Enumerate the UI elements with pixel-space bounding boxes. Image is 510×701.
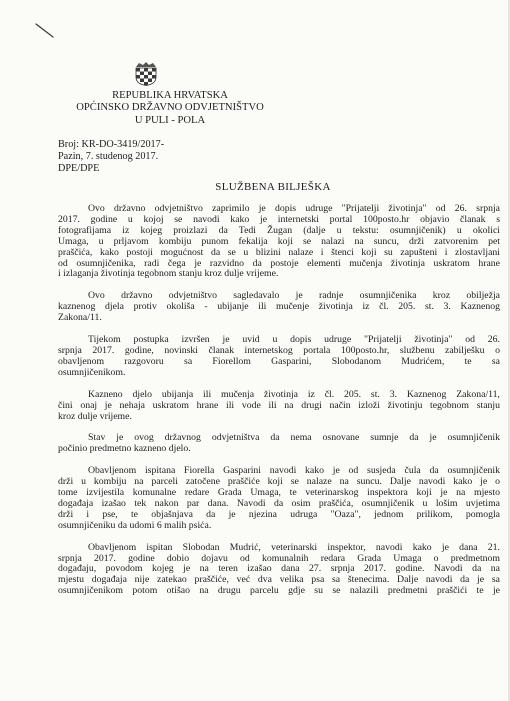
paragraph-line: Obavljenom ispitana Fiorella Gasparini navodi kako je od susjeda čula da osumnjičenik bbox=[88, 465, 500, 477]
header-institution: OPĆINSKO DRŽAVNO ODVJETNIŠTVO bbox=[76, 102, 264, 114]
paragraph-line: Tijekom postupka izvršen je uvid u dopis udruge "Prijatelji životinja" od 26. bbox=[88, 334, 500, 346]
paragraph-line: Umaga, u prljavom kombiju punom fekalija koji se nalazi na suncu, drži zatvorenim pet bbox=[58, 235, 500, 247]
document-title: SLUŽBENA BILJEŠKA bbox=[215, 181, 331, 193]
body-paragraph bbox=[58, 390, 500, 423]
paragraph-line: osumnjičenikom. bbox=[58, 366, 126, 378]
paragraph-line: drži u kombiju na parceli zatočene praščiće koji se nalaze na suncu. Dalje navodi kako je o bbox=[58, 476, 500, 488]
paragraph-line: od osumnjičenika, radi čega je razvidno da postoje elementi mučenja životinja uskratom hrane bbox=[58, 257, 500, 269]
body-paragraph bbox=[58, 433, 500, 455]
paragraph-line: događaju, povodom kojeg je na teren izašao dana 27. srpnja 2017. godine. Navodi da na bbox=[58, 563, 500, 575]
paragraph-line: tome izvijestila komunalne redare Grada Umaga, te veterinarskog inspektora koji je na mjesto bbox=[58, 487, 500, 499]
paragraph-line: događaja izašao tek nakon par dana. Navodi da osim praščića, osumnjičenik u lošim uvjetima bbox=[58, 497, 500, 509]
pen-stroke-mark bbox=[34, 22, 56, 40]
header-city: U PULI - POLA bbox=[134, 114, 206, 126]
body-paragraph bbox=[58, 466, 500, 531]
paragraph-line: Stav je ovog državnog odvjetništva da nema osnovane sumnje da je osumnjičenik bbox=[88, 432, 500, 444]
paragraph-line: srpnja 2017. godine, novinski članak internetskog portala 100posto.hr, službenu zabilješku o bbox=[58, 344, 500, 356]
paragraph-line: srpnja 2017. godine dobio dojavu od komunalnih redara Grada Umaga o predmetnom bbox=[58, 552, 500, 564]
paragraph-line: Obavljenom ispitan Slobodan Mudrić, veterinarski inspektor, navodi kako je dana 21. bbox=[88, 541, 500, 553]
paragraph-line: počinio predmetno kazneno djelo. bbox=[58, 443, 191, 455]
paragraph-line: i izlaganja životinja tegobnom stanju kroz dulje vrijeme. bbox=[58, 268, 279, 280]
body-paragraph bbox=[58, 335, 500, 379]
paragraph-line: čini onaj je nehaja uskratom hrane ili vode ili na drugi način izloži životinju tegobnom stanju bbox=[58, 399, 500, 411]
body-paragraph bbox=[58, 291, 500, 324]
document-body bbox=[58, 204, 500, 608]
document-date: Pazin, 7. studenog 2017. bbox=[58, 151, 159, 163]
paragraph-line: Ovo državno odvjetništvo sagledavalo je radnje osumnjičenika kroz obilježja bbox=[88, 290, 500, 302]
paragraph-line: fotografijama iz kojeg proizlazi da Tedi Žugan (dalje u tekstu: osumnjičenik) u okolici bbox=[58, 224, 500, 236]
paragraph-line: kroz dulje vrijeme. bbox=[58, 410, 132, 422]
paragraph-line: drži i pse, te objašnjava da je njezina udruga "Oaza", jednom prilikom, pomogla bbox=[58, 508, 500, 520]
body-paragraph bbox=[58, 543, 500, 598]
reference-code: DPE/DPE bbox=[58, 163, 100, 175]
header-country: REPUBLIKA HRVATSKA bbox=[112, 90, 228, 101]
paragraph-line: kaznenog djela protiv okoliša - ubijanje ili mučenje životinja iz čl. 205. st. 3. Kaznenog bbox=[58, 301, 500, 313]
institution-header bbox=[70, 90, 270, 127]
body-paragraph bbox=[58, 204, 500, 280]
paragraph-line: Zakona/11. bbox=[58, 312, 102, 324]
case-number: Broj: KR-DO-3419/2017- bbox=[58, 139, 165, 150]
paragraph-line: mjestu događaja nije zatekao praščiće, već dva velika psa sa štenecima. Dalje navodi da je sa bbox=[58, 574, 500, 586]
paragraph-line: Ovo državno odvjetništvo zaprimilo je dopis udruge "Prijatelji životinja" od 26. srpnja bbox=[88, 203, 500, 214]
paragraph-line: osumnjičenikom potom otišao na drugu parcelu gdje su se nalazili predmetni praščići te je bbox=[58, 585, 500, 597]
paragraph-line: Kazneno djelo ubijanja ili mučenja životinja iz čl. 205. st. 3. Kaznenog Zakona/11, bbox=[88, 388, 500, 400]
document-meta bbox=[58, 139, 164, 176]
paragraph-line: 2017. godine u kojoj se navodi kako je internetski portal 100posto.hr objavio članak s bbox=[58, 213, 500, 225]
paragraph-line: obavljenom razgovoru sa Fiorellom Gasparini, Slobodanom Mudrićem, te sa bbox=[58, 355, 500, 367]
paragraph-line: praščića, kako postoji mogućnost da se u blizini nalaze i štenci koji su zapušteni i zlostavljani bbox=[58, 246, 500, 258]
paragraph-line: osumnjičeniku da udomi 6 malih psića. bbox=[58, 519, 212, 531]
coat-of-arms-icon bbox=[135, 62, 157, 86]
